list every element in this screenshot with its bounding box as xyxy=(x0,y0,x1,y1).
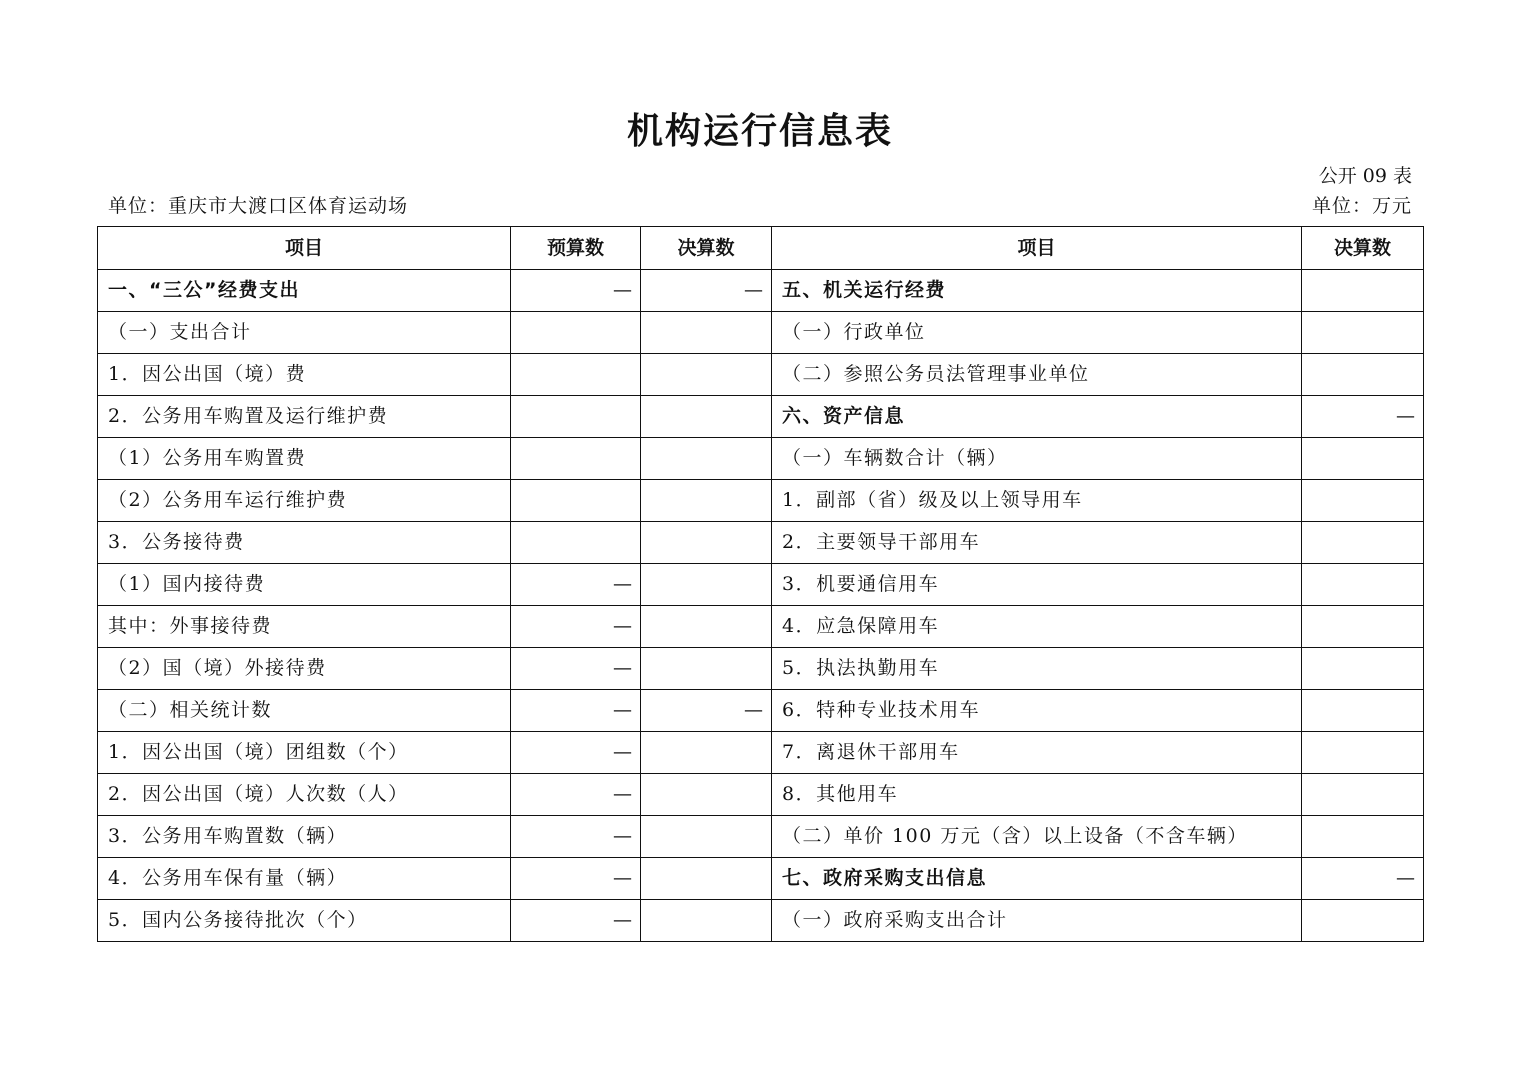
header-right-final: 决算数 xyxy=(1302,227,1424,270)
right-final-cell xyxy=(1302,690,1424,732)
right-final-cell xyxy=(1302,564,1424,606)
right-item-cell: （一）行政单位 xyxy=(772,312,1302,354)
left-final-cell xyxy=(641,732,772,774)
right-item-cell: 1．副部（省）级及以上领导用车 xyxy=(772,480,1302,522)
left-budget-cell xyxy=(511,396,641,438)
right-final-cell: — xyxy=(1302,396,1424,438)
header-left-budget: 预算数 xyxy=(511,227,641,270)
table-row xyxy=(98,858,1424,900)
right-final-cell xyxy=(1302,900,1424,942)
left-item-cell: （1）公务用车购置费 xyxy=(98,438,511,480)
left-item-cell: 1．因公出国（境）团组数（个） xyxy=(98,732,511,774)
page-title: 机构运行信息表 xyxy=(626,111,893,152)
right-final-cell xyxy=(1302,816,1424,858)
right-final-cell xyxy=(1302,606,1424,648)
left-budget-cell xyxy=(511,438,641,480)
left-item-cell: 1．因公出国（境）费 xyxy=(98,354,511,396)
header-left-item: 项目 xyxy=(98,227,511,270)
right-item-cell: 七、政府采购支出信息 xyxy=(772,858,1302,900)
right-final-cell xyxy=(1302,270,1424,312)
table-row xyxy=(98,732,1424,774)
left-final-cell xyxy=(641,648,772,690)
reporting-unit: 单位：重庆市大渡口区体育运动场 xyxy=(108,195,409,217)
right-final-cell xyxy=(1302,774,1424,816)
left-final-cell xyxy=(641,312,772,354)
left-final-cell xyxy=(641,522,772,564)
left-final-cell xyxy=(641,564,772,606)
table-row xyxy=(98,270,1424,312)
table-header-row xyxy=(98,227,1424,270)
right-final-cell xyxy=(1302,312,1424,354)
left-budget-cell: — xyxy=(511,900,641,942)
right-item-cell: （一）车辆数合计（辆） xyxy=(772,438,1302,480)
right-item-cell: 8．其他用车 xyxy=(772,774,1302,816)
left-item-cell: 2．公务用车购置及运行维护费 xyxy=(98,396,511,438)
table-row xyxy=(98,606,1424,648)
left-item-cell: 3．公务接待费 xyxy=(98,522,511,564)
left-final-cell xyxy=(641,606,772,648)
form-number: 公开 09 表 xyxy=(1318,165,1412,187)
right-final-cell xyxy=(1302,522,1424,564)
left-budget-cell: — xyxy=(511,816,641,858)
left-final-cell xyxy=(641,816,772,858)
left-budget-cell: — xyxy=(511,732,641,774)
right-item-cell: 2．主要领导干部用车 xyxy=(772,522,1302,564)
right-item-cell: 六、资产信息 xyxy=(772,396,1302,438)
right-item-cell: 4．应急保障用车 xyxy=(772,606,1302,648)
right-final-cell xyxy=(1302,648,1424,690)
left-final-cell xyxy=(641,774,772,816)
currency-unit: 单位：万元 xyxy=(1311,195,1412,217)
left-budget-cell xyxy=(511,312,641,354)
left-final-cell xyxy=(641,396,772,438)
table-row xyxy=(98,774,1424,816)
table-row xyxy=(98,522,1424,564)
left-item-cell: （一）支出合计 xyxy=(98,312,511,354)
right-item-cell: 五、机关运行经费 xyxy=(772,270,1302,312)
table-row xyxy=(98,354,1424,396)
left-final-cell: — xyxy=(641,690,772,732)
left-budget-cell: — xyxy=(511,774,641,816)
left-final-cell: — xyxy=(641,270,772,312)
left-item-cell: （二）相关统计数 xyxy=(98,690,511,732)
table-row xyxy=(98,900,1424,942)
left-budget-cell: — xyxy=(511,606,641,648)
table-row xyxy=(98,648,1424,690)
left-item-cell: 3．公务用车购置数（辆） xyxy=(98,816,511,858)
right-item-cell: （二）单价 100 万元（含）以上设备（不含车辆） xyxy=(772,816,1302,858)
table-row xyxy=(98,480,1424,522)
table-row xyxy=(98,438,1424,480)
left-item-cell: （2）公务用车运行维护费 xyxy=(98,480,511,522)
left-final-cell xyxy=(641,438,772,480)
left-item-cell: （2）国（境）外接待费 xyxy=(98,648,511,690)
right-item-cell: （二）参照公务员法管理事业单位 xyxy=(772,354,1302,396)
left-budget-cell xyxy=(511,354,641,396)
right-item-cell: 6．特种专业技术用车 xyxy=(772,690,1302,732)
left-final-cell xyxy=(641,900,772,942)
header-right-item: 项目 xyxy=(772,227,1302,270)
left-final-cell xyxy=(641,480,772,522)
left-budget-cell: — xyxy=(511,564,641,606)
left-item-cell: 2．因公出国（境）人次数（人） xyxy=(98,774,511,816)
table-row xyxy=(98,396,1424,438)
left-item-cell: 4．公务用车保有量（辆） xyxy=(98,858,511,900)
right-item-cell: （一）政府采购支出合计 xyxy=(772,900,1302,942)
left-budget-cell: — xyxy=(511,858,641,900)
right-final-cell xyxy=(1302,480,1424,522)
left-item-cell: 一、“三公”经费支出 xyxy=(98,270,511,312)
right-item-cell: 7．离退休干部用车 xyxy=(772,732,1302,774)
table-row xyxy=(98,816,1424,858)
right-final-cell xyxy=(1302,732,1424,774)
institution-operation-table xyxy=(97,226,1424,942)
left-budget-cell: — xyxy=(511,648,641,690)
right-final-cell: — xyxy=(1302,858,1424,900)
right-item-cell: 5．执法执勤用车 xyxy=(772,648,1302,690)
header-left-final: 决算数 xyxy=(641,227,772,270)
table-row xyxy=(98,312,1424,354)
table-body xyxy=(98,270,1424,942)
left-final-cell xyxy=(641,858,772,900)
left-budget-cell xyxy=(511,522,641,564)
left-item-cell: （1）国内接待费 xyxy=(98,564,511,606)
left-final-cell xyxy=(641,354,772,396)
left-item-cell: 5．国内公务接待批次（个） xyxy=(98,900,511,942)
table-row xyxy=(98,690,1424,732)
right-final-cell xyxy=(1302,354,1424,396)
left-budget-cell: — xyxy=(511,690,641,732)
left-item-cell: 其中：外事接待费 xyxy=(98,606,511,648)
left-budget-cell xyxy=(511,480,641,522)
right-final-cell xyxy=(1302,438,1424,480)
table-row xyxy=(98,564,1424,606)
right-item-cell: 3．机要通信用车 xyxy=(772,564,1302,606)
left-budget-cell: — xyxy=(511,270,641,312)
